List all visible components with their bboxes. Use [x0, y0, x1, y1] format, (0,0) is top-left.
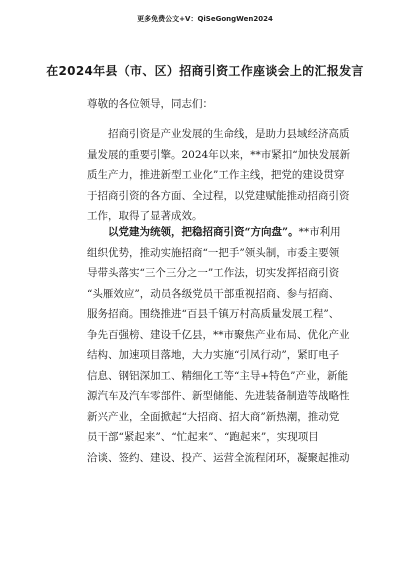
paragraph-line: 信息、钢铝深加工、精细化工等“主导+特色”产业，新能 — [87, 369, 349, 382]
paragraph-line: 员干部“紧起来”、“忙起来”、“跑起来”，实现项目 — [87, 431, 319, 443]
document-title: 在2024年县（市、区）招商引资工作座谈会上的汇报发言 — [46, 64, 364, 78]
paragraph-2 — [87, 222, 350, 468]
paragraph-line: 导带头落实“三个三分之一”工作法，切实发挥招商引资 — [87, 267, 340, 279]
paragraph-line: 新兴产业，全面掀起“大招商、招大商”新热潮，推动党 — [87, 410, 340, 423]
paragraph-line: 源汽车及汽车零部件、新型储能、先进装备制造等战略性 — [87, 390, 350, 402]
paragraph-line: 争先百强榜、建设千亿县，**市聚焦产业布局、优化产业 — [87, 328, 350, 341]
bold-lead: 以党建为统领，把稳招商引资“方向盘”。 — [108, 226, 299, 238]
paragraph-line: 洽谈、签约、建设、投产、运营全流程闭环，凝聚起推动 — [87, 451, 350, 464]
paragraph-line: 工作，取得了显著成效。 — [87, 210, 203, 222]
lead-line-rest: **市利用 — [298, 226, 341, 238]
paragraph-line: 招商引资是产业发展的生命线，是助力县域经济高质 — [108, 128, 350, 140]
paragraph-line: 服务招商。围绕推进“百县千镇万村高质量发展工程”、 — [87, 308, 340, 320]
paragraph-line: 于招商引资的各方面、全过程，以党建赋能推动招商引资 — [87, 189, 350, 202]
paragraph-line: 质生产力，推进新型工业化”工作主线，把党的建设贯穿 — [87, 169, 345, 181]
header-watermark: 更多免费公文+V：QiSeGongWen2024 — [137, 15, 273, 23]
paragraph-line: 量发展的重要引擎。2024年以来，**市紧扣“加快发展新 — [87, 148, 351, 161]
paragraph-lead-line — [87, 222, 341, 243]
paragraph-line: 结构、加速项目落地，大力实施“引凤行动”，紧盯电子 — [87, 349, 340, 361]
paragraph-1 — [87, 124, 351, 227]
paragraph-line: 组织优势，推动实施招商“一把手”领头制，市委主要领 — [87, 246, 340, 259]
greeting: 尊敬的各位领导，同志们： — [87, 98, 213, 110]
paragraph-line: “头雁效应”，动员各级党员干部重视招商、参与招商、 — [87, 287, 340, 300]
